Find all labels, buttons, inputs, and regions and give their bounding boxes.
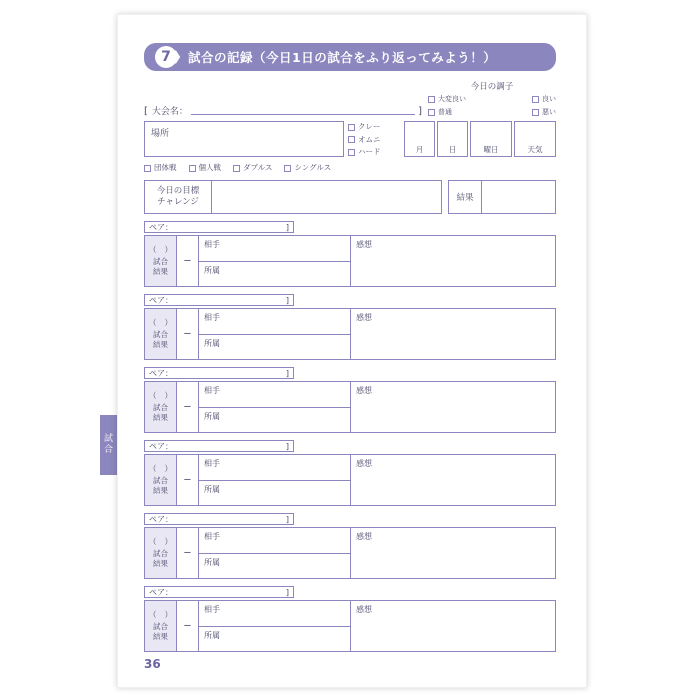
impression-section[interactable] <box>351 382 555 432</box>
condition-option-label: 良い <box>542 95 556 103</box>
surface-label: オムニ <box>358 134 381 144</box>
score-label <box>145 236 177 286</box>
pair-line <box>144 221 556 233</box>
surface-option-hard[interactable] <box>348 146 400 157</box>
score-label-line2: 結果 <box>153 559 168 569</box>
score-paren: （ ） <box>148 464 173 474</box>
page-number: 36 <box>144 657 161 671</box>
match-body <box>144 235 556 287</box>
pair-label: ペア： <box>149 587 173 597</box>
match-body <box>144 381 556 433</box>
score-dash: − <box>183 547 192 559</box>
score-label-line2: 結果 <box>153 632 168 642</box>
pair-label: ペア： <box>149 514 173 524</box>
score-label-line1: 試合 <box>153 549 168 559</box>
condition-option-normal[interactable] <box>428 107 452 117</box>
score-label <box>145 601 177 651</box>
opponent-row[interactable] <box>199 601 350 627</box>
surface-option-omni[interactable] <box>348 134 400 145</box>
surface-label: クレー <box>358 122 381 131</box>
checkbox-icon[interactable] <box>428 109 435 116</box>
pair-field-6[interactable] <box>144 586 294 598</box>
score-section <box>145 382 199 432</box>
pair-field-5[interactable] <box>144 513 294 525</box>
pair-label: ペア： <box>149 441 173 451</box>
match-block-6 <box>144 586 556 652</box>
match-body <box>144 454 556 506</box>
score-label-line1: 試合 <box>153 622 168 632</box>
affiliation-row[interactable] <box>199 408 350 433</box>
impression-label: 感想 <box>356 459 372 468</box>
match-body <box>144 600 556 652</box>
match-type-individual[interactable] <box>189 162 222 173</box>
score-dash: − <box>183 255 192 267</box>
date-cell-label: 天気 <box>527 145 543 154</box>
score-dash: − <box>183 474 192 486</box>
opponent-label: 相手 <box>204 386 220 395</box>
match-block-2 <box>144 294 556 360</box>
score-label <box>145 455 177 505</box>
affiliation-row[interactable] <box>199 262 350 287</box>
checkbox-icon[interactable] <box>532 109 539 116</box>
match-block-3 <box>144 367 556 433</box>
page-title: 試合の記録（今日1日の試合をふり返ってみよう！） <box>188 50 497 65</box>
score-label-line2: 結果 <box>153 267 168 277</box>
score-section <box>145 236 199 286</box>
score-dash: − <box>183 328 192 340</box>
place-field[interactable] <box>144 121 344 157</box>
opponent-section <box>199 528 351 578</box>
place-label: 場所 <box>151 129 170 139</box>
pair-bracket-close: ] <box>285 441 289 451</box>
match-type-singles[interactable] <box>284 162 331 173</box>
pair-bracket-close: ] <box>285 587 289 597</box>
opponent-label: 相手 <box>204 459 220 468</box>
condition-option-very-good[interactable] <box>428 94 466 104</box>
checkbox-icon[interactable] <box>348 136 355 143</box>
goal-label <box>145 181 212 213</box>
match-block-1 <box>144 221 556 287</box>
score-label-line1: 試合 <box>153 403 168 413</box>
section-title-bar <box>144 43 556 71</box>
pair-bracket-close: ] <box>285 222 289 232</box>
affiliation-row[interactable] <box>199 627 350 652</box>
affiliation-label: 所属 <box>204 338 220 348</box>
checkbox-icon[interactable] <box>348 149 355 156</box>
pair-line <box>144 440 556 452</box>
pair-bracket-close: ] <box>285 295 289 305</box>
section-number-wrap <box>144 46 188 68</box>
affiliation-row[interactable] <box>199 335 350 360</box>
tournament-name-field[interactable] <box>144 103 422 117</box>
impression-label: 感想 <box>356 386 372 395</box>
impression-section[interactable] <box>351 528 555 578</box>
pair-label: ペア： <box>149 295 173 305</box>
match-block-4 <box>144 440 556 506</box>
score-input[interactable] <box>177 601 198 651</box>
opponent-row[interactable] <box>199 382 350 408</box>
goal-label-line2: チャレンジ <box>157 197 199 207</box>
pair-line <box>144 513 556 525</box>
opponent-section <box>199 382 351 432</box>
bracket-open: [ <box>144 106 148 117</box>
score-input[interactable] <box>177 309 198 359</box>
section-number: 7 <box>155 46 177 68</box>
opponent-row[interactable] <box>199 455 350 481</box>
date-cell-label: 曜日 <box>483 145 499 154</box>
opponent-label: 相手 <box>204 532 220 541</box>
goal-label-line1: 今日の目標 <box>156 185 200 196</box>
goal-input[interactable] <box>212 181 441 213</box>
match-type-doubles[interactable] <box>233 162 272 173</box>
opponent-label: 相手 <box>204 240 220 249</box>
score-input[interactable] <box>177 236 198 286</box>
side-tab <box>100 415 118 475</box>
goal-field[interactable] <box>144 180 442 214</box>
result-field[interactable] <box>448 180 556 214</box>
affiliation-row[interactable] <box>199 481 350 506</box>
impression-section[interactable] <box>351 236 555 286</box>
affiliation-label: 所属 <box>204 411 220 421</box>
pair-label: ペア： <box>149 222 173 232</box>
opponent-section <box>199 455 351 505</box>
date-cell-weather[interactable] <box>514 121 556 157</box>
score-label-line1: 試合 <box>153 257 168 267</box>
match-type-label: シングルス <box>294 163 332 172</box>
opponent-row[interactable] <box>199 528 350 554</box>
checkbox-icon[interactable] <box>144 165 151 172</box>
impression-section[interactable] <box>351 601 555 651</box>
goal-result-row <box>144 180 556 214</box>
match-body <box>144 527 556 579</box>
condition-option-label: 普通 <box>438 108 452 116</box>
tournament-name-label: 大会名： <box>151 107 188 117</box>
score-dash: − <box>183 620 192 632</box>
pair-line <box>144 586 556 598</box>
condition-option-bad[interactable] <box>532 107 556 117</box>
checkbox-icon[interactable] <box>233 165 240 172</box>
pair-line <box>144 367 556 379</box>
tournament-name-input[interactable] <box>191 103 415 115</box>
date-cell-weekday[interactable] <box>470 121 512 157</box>
pair-label: ペア： <box>149 368 173 378</box>
score-input[interactable] <box>177 528 198 578</box>
checkbox-icon[interactable] <box>189 165 196 172</box>
checkbox-icon[interactable] <box>284 165 291 172</box>
checkbox-icon[interactable] <box>428 96 435 103</box>
score-label-line2: 結果 <box>153 486 168 496</box>
checkbox-icon[interactable] <box>532 96 539 103</box>
score-input[interactable] <box>177 455 198 505</box>
date-cell-month[interactable] <box>404 121 435 157</box>
affiliation-label: 所属 <box>204 484 220 494</box>
score-section <box>145 528 199 578</box>
opponent-row[interactable] <box>199 309 350 335</box>
opponent-section <box>199 309 351 359</box>
surface-options <box>348 121 400 157</box>
result-label: 結果 <box>449 181 482 213</box>
pair-bracket-close: ] <box>285 514 289 524</box>
affiliation-row[interactable] <box>199 554 350 579</box>
score-label <box>145 528 177 578</box>
condition-option-good[interactable] <box>532 94 556 104</box>
date-cell-label: 月 <box>415 145 424 154</box>
score-paren: （ ） <box>148 391 173 401</box>
condition-header: 今日の調子 <box>470 82 514 92</box>
pair-field-1[interactable] <box>144 221 294 233</box>
pair-field-4[interactable] <box>144 440 294 452</box>
score-paren: （ ） <box>148 610 173 620</box>
score-section <box>145 601 199 651</box>
score-label <box>145 382 177 432</box>
side-tab-line2: 合 <box>103 445 114 455</box>
side-tab-line1: 試 <box>103 433 114 444</box>
opponent-section <box>199 236 351 286</box>
checkbox-icon[interactable] <box>348 124 355 131</box>
condition-block <box>428 80 556 117</box>
place-date-row <box>144 121 556 157</box>
score-dash: − <box>183 401 192 413</box>
opponent-row[interactable] <box>199 236 350 262</box>
match-type-label: 個人戦 <box>198 163 221 172</box>
score-paren: （ ） <box>148 537 173 547</box>
opponent-label: 相手 <box>204 605 220 614</box>
date-weather-cells <box>402 121 556 157</box>
score-section <box>145 455 199 505</box>
impression-label: 感想 <box>356 240 372 249</box>
score-section <box>145 309 199 359</box>
match-type-label: ダブルス <box>243 163 273 172</box>
condition-option-label: 悪い <box>542 108 556 116</box>
match-type-row <box>144 162 556 173</box>
affiliation-label: 所属 <box>204 630 220 640</box>
chevron-right-icon: ❯ <box>171 49 182 65</box>
match-block-5 <box>144 513 556 579</box>
affiliation-label: 所属 <box>204 557 220 567</box>
opponent-section <box>199 601 351 651</box>
match-type-team[interactable] <box>144 162 177 173</box>
impression-label: 感想 <box>356 605 372 614</box>
match-body <box>144 308 556 360</box>
score-label-line1: 試合 <box>153 330 168 340</box>
score-label-line2: 結果 <box>153 413 168 423</box>
impression-section[interactable] <box>351 309 555 359</box>
condition-option-label: 大変良い <box>438 95 466 103</box>
pair-field-2[interactable] <box>144 294 294 306</box>
affiliation-label: 所属 <box>204 265 220 275</box>
surface-label: ハード <box>358 147 381 156</box>
impression-label: 感想 <box>356 532 372 541</box>
surface-option-clay[interactable] <box>348 121 400 132</box>
condition-row-1 <box>428 94 556 104</box>
score-paren: （ ） <box>148 245 173 255</box>
date-cell-day[interactable] <box>437 121 468 157</box>
tournament-condition-row <box>144 80 556 117</box>
score-label-line1: 試合 <box>153 476 168 486</box>
pair-bracket-close: ] <box>285 368 289 378</box>
score-label-line2: 結果 <box>153 340 168 350</box>
score-input[interactable] <box>177 382 198 432</box>
score-label <box>145 309 177 359</box>
bracket-close: ] <box>418 106 422 117</box>
impression-section[interactable] <box>351 455 555 505</box>
condition-row-2 <box>428 107 556 117</box>
impression-label: 感想 <box>356 313 372 322</box>
pair-line <box>144 294 556 306</box>
pair-field-3[interactable] <box>144 367 294 379</box>
opponent-label: 相手 <box>204 313 220 322</box>
match-type-label: 団体戦 <box>154 163 177 172</box>
worksheet-page <box>117 14 587 688</box>
result-input[interactable] <box>482 181 555 213</box>
date-cell-label: 日 <box>448 145 457 154</box>
score-paren: （ ） <box>148 318 173 328</box>
